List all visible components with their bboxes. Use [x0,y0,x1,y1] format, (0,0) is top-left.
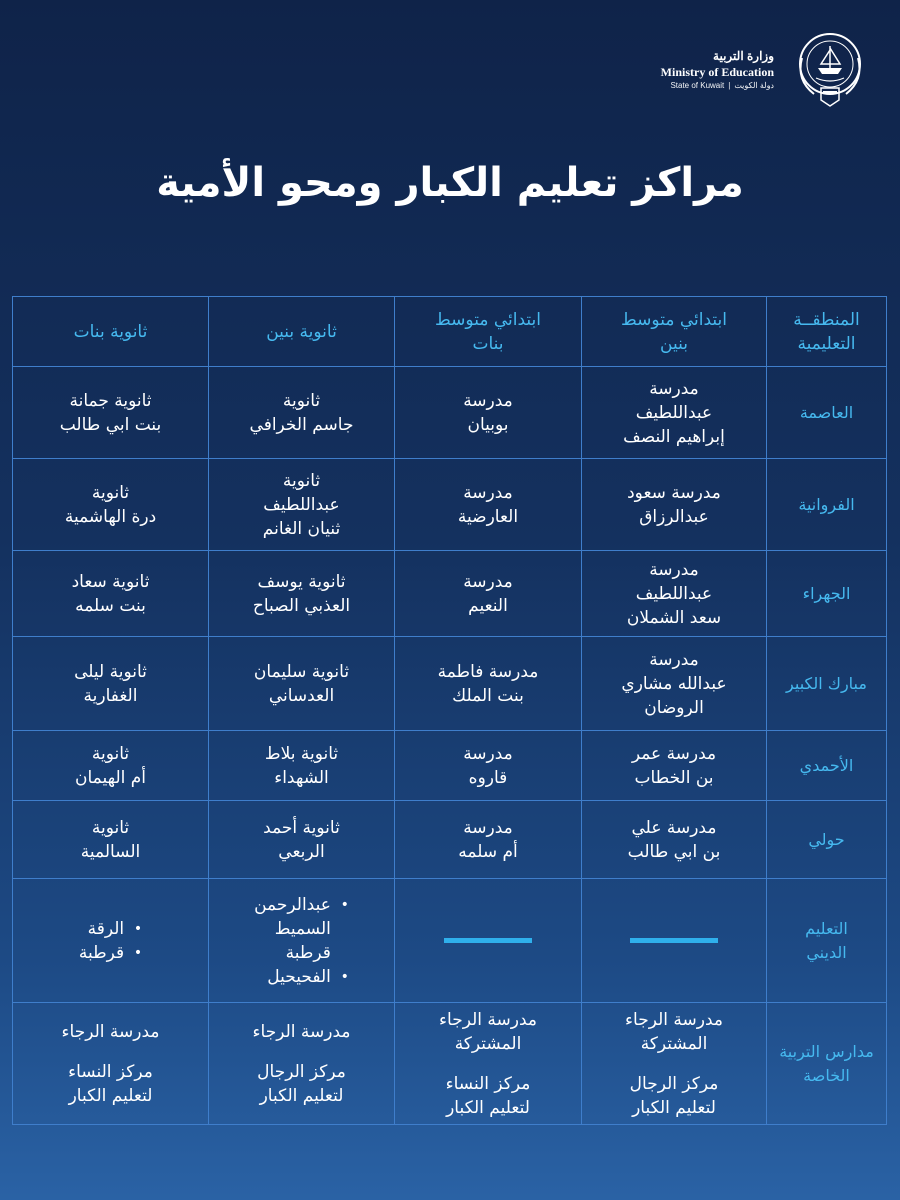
cell-secondary-girls: ثانوية درة الهاشمية [13,459,209,551]
list-item: • عبدالرحمن السميط قرطبة [254,893,349,965]
cell-primary-boys: مدرسة عبدالله مشاري الروضان [582,637,767,731]
bullet-list [254,893,349,989]
cell-primary-girls-empty [395,879,582,1003]
cell-primary-girls: مدرسة فاطمة بنت الملك [395,637,582,731]
region-special-education: مدارس التربية الخاصة [767,1003,887,1125]
cell-secondary-girls: ثانوية سعاد بنت سلمه [13,551,209,637]
page-title: مراكز تعليم الكبار ومحو الأمية [156,160,744,206]
cell-primary-girls: مدرسة العارضية [395,459,582,551]
cell-primary-boys: مدرسة عبداللطيف سعد الشملان [582,551,767,637]
cell-secondary-girls: ثانوية جمانة بنت ابي طالب [13,367,209,459]
table-row [13,1003,887,1125]
state-english: State of Kuwait [670,80,725,90]
cell-primary-boys: مدرسة علي بن ابي طالب [582,801,767,879]
table-row [13,459,887,551]
header-secondary-boys: ثانوية بنين [209,297,395,367]
cell-primary-boys: مدرسة عمر بن الخطاب [582,731,767,801]
cell-primary-girls: مدرسة بوبيان [395,367,582,459]
cell-secondary-girls: ثانوية أم الهيمان [13,731,209,801]
cell-secondary-girls: ثانوية ليلى الغفارية [13,637,209,731]
cell-secondary-girls: مدرسة الرجاء مركز النساء لتعليم الكبار [13,1003,209,1125]
cell-primary-boys-empty [582,879,767,1003]
cell-primary-boys: مدرسة الرجاء المشتركة مركز الرجال لتعليم الكبار [582,1003,767,1125]
list-item: • قرطبة [79,941,142,965]
cell-secondary-boys: ثانوية سليمان العدساني [209,637,395,731]
empty-dash [444,938,532,943]
cell-secondary-girls: ثانوية السالمية [13,801,209,879]
cell-primary-boys: مدرسة سعود عبدالرزاق [582,459,767,551]
cell-primary-girls: مدرسة النعيم [395,551,582,637]
header-region: المنطقــة التعليمية [767,297,887,367]
cell-secondary-boys [209,879,395,1003]
cell-primary-boys: مدرسة عبداللطيف إبراهيم النصف [582,367,767,459]
region-mubarak-al-kabeer: مبارك الكبير [767,637,887,731]
empty-dash [630,938,718,943]
state-arabic: دولة الكويت [734,80,774,90]
kuwait-emblem-icon [788,28,872,112]
region-jahra: الجهراء [767,551,887,637]
cell-secondary-boys: ثانوية عبداللطيف ثنيان الغانم [209,459,395,551]
cell-secondary-boys: مدرسة الرجاء مركز الرجال لتعليم الكبار [209,1003,395,1125]
list-item: • الفحيحيل [254,965,349,989]
cell-secondary-boys: ثانوية بلاط الشهداء [209,731,395,801]
table-row [13,879,887,1003]
table-row [13,731,887,801]
table-row [13,551,887,637]
ministry-text [661,49,774,92]
state-line [661,80,774,92]
ministry-name-english: Ministry of Education [660,64,774,79]
bullet-list [79,917,142,965]
state-separator: | [728,80,731,90]
region-religious-education: التعليم الديني [767,879,887,1003]
table-row [13,801,887,879]
cell-primary-girls: مدرسة قاروه [395,731,582,801]
adult-education-centers-table [12,296,887,1125]
region-ahmadi: الأحمدي [767,731,887,801]
table-row [13,637,887,731]
cell-primary-girls: مدرسة أم سلمه [395,801,582,879]
header-secondary-girls: ثانوية بنات [13,297,209,367]
cell-secondary-boys: ثانوية جاسم الخرافي [209,367,395,459]
header-primary-boys: ابتدائي متوسط بنين [582,297,767,367]
cell-secondary-girls [13,879,209,1003]
region-hawalli: حولي [767,801,887,879]
cell-secondary-boys: ثانوية يوسف العذبي الصباح [209,551,395,637]
cell-primary-girls: مدرسة الرجاء المشتركة مركز النساء لتعليم الكبار [395,1003,582,1125]
table-row [13,367,887,459]
list-item: • الرقة [79,917,142,941]
ministry-name-arabic: وزارة التربية [713,48,774,63]
region-farwaniya: الفروانية [767,459,887,551]
region-capital: العاصمة [767,367,887,459]
cell-secondary-boys: ثانوية أحمد الربعي [209,801,395,879]
table-header-row [13,297,887,367]
header-primary-girls: ابتدائي متوسط بنات [395,297,582,367]
ministry-header [661,28,872,112]
